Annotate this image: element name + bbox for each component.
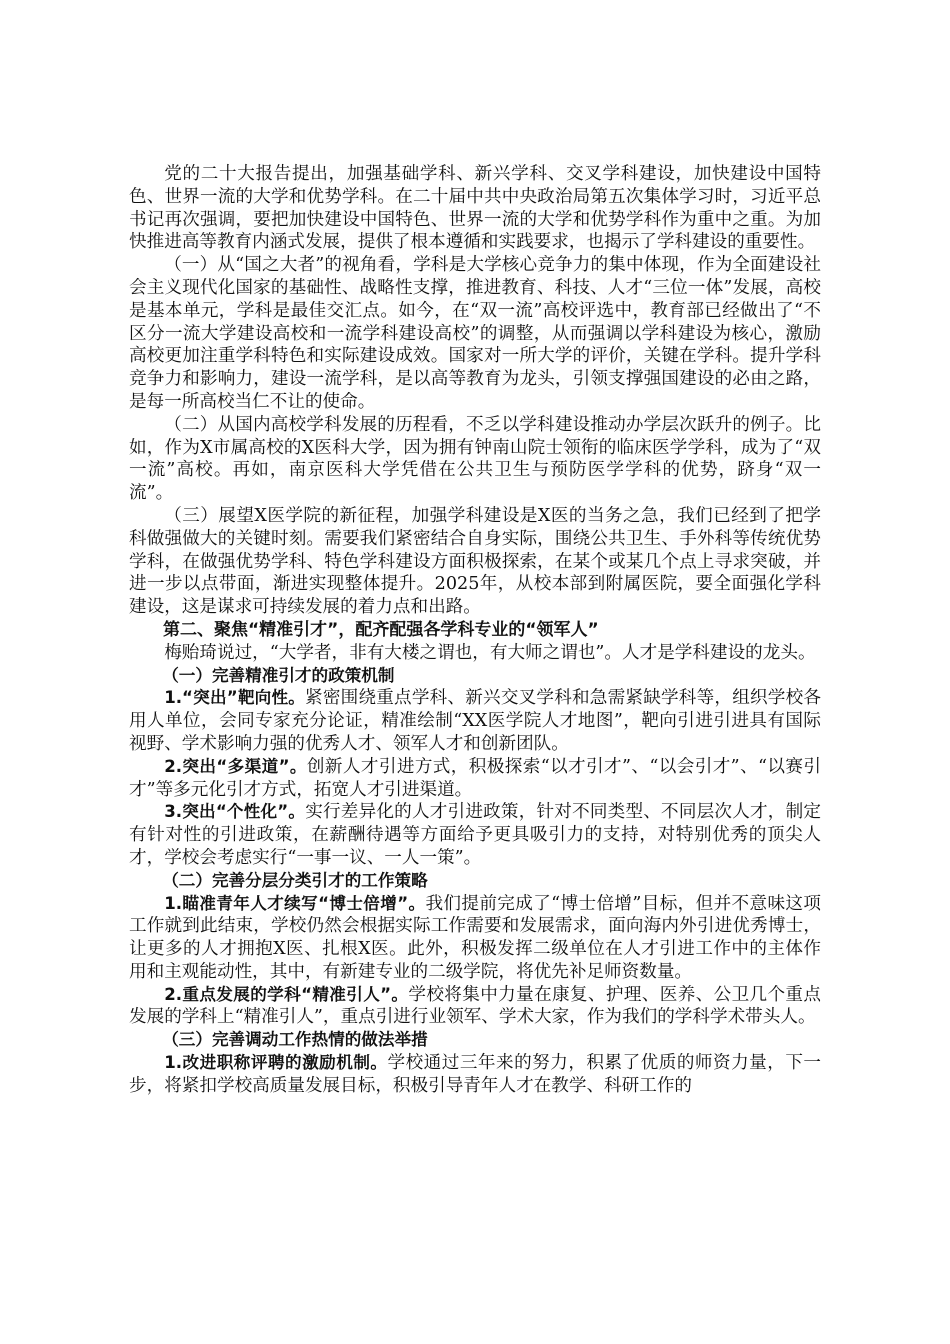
section-heading-2: 第二、聚焦“精准引才”，配齐配强各学科专业的“领军人” <box>163 619 599 640</box>
list-item-lead: 1.改进职称评聘的激励机制。 <box>164 1053 388 1073</box>
subheading-measures: （三）完善调动工作热情的做法举措 <box>162 1030 428 1050</box>
list-item-lead: 2.重点发展的学科“精准引人”。 <box>164 984 409 1004</box>
list-item-text: 学校通过三年来的努力，积累了优质的师资力量，下一步，将紧扣学校高质量发展目标，积极引导青年人才在教学、科研工作的 <box>129 1053 821 1096</box>
list-item-text: 紧密围绕重点学科、新兴交叉学科和急需紧缺学科等，组织学校各用人单位，会同专家充分论证，精准绘制“XX医学院人才地图”，靶向引进引进具有国际视野、学术影响力强的优秀人才、领军人才和创新团队。 <box>129 688 821 754</box>
list-item-text: 创新人才引进方式，积极探索“以才引才”、“以会引才”、“以赛引才”等多元化引才方式，拓宽人才引进渠道。 <box>129 756 821 800</box>
list-item-text: 学校将集中力量在康复、护理、医养、公卫几个重点发展的学科上“精准引人”，重点引进行业领军、学术大家，作为我们的学科学术带头人。 <box>129 984 821 1028</box>
list-item <box>129 687 821 755</box>
paragraph-intro: 党的二十大报告提出，加强基础学科、新兴学科、交叉学科建设，加快建设中国特色、世界一流的大学和优势学科。在二十届中共中央政治局第五次集体学习时，习近平总书记再次强调，要把加快建设中国特色、世界一流的大学和优势学科作为重中之重。为加快推进高等教育内涵式发展，提供了根本遵循和实践要求，也揭示了学科建设的重要性。 <box>129 164 821 253</box>
list-item <box>129 1052 821 1098</box>
list-item <box>129 801 821 869</box>
list-item-text: 我们提前完成了“博士倍增”目标，但并不意味这项工作就到此结束，学校仍然会根据实际工作需要和发展需求，面向海内外引进优秀博士，让更多的人才拥抱X医、扎根X医。此外，积极发挥二级单位在人才引进工作中的主体作用和主观能动性，其中，有新建专业的二级学院，将优先补足师资数量。 <box>129 893 821 982</box>
document-page <box>129 163 821 1098</box>
list-item-lead: 1.“突出”靶向性。 <box>164 688 306 708</box>
list-item <box>129 893 821 984</box>
paragraph-section-2: （二）从国内高校学科发展的历程看，不乏以学科建设推动办学层次跃升的例子。比如，作为X市属高校的X医科大学，因为拥有钟南山院士领衔的临床医学学科，成为了“双一流”高校。再如，南京医科大学凭借在公共卫生与预防医学学科的优势，跻身“双一流”。 <box>129 414 821 504</box>
list-item <box>129 756 821 802</box>
list-item-lead: 3.突出“个性化”。 <box>164 802 306 822</box>
paragraph-quote: 梅贻琦说过，“大学者，非有大楼之谓也，有大师之谓也”。人才是学科建设的龙头。 <box>164 642 816 663</box>
list-item-lead: 1.瞄准青年人才续写“博士倍增”。 <box>164 893 426 913</box>
list-item-lead: 2.突出“多渠道”。 <box>164 756 307 776</box>
subheading-strategy: （二）完善分层分类引才的工作策略 <box>162 870 428 890</box>
list-item-text: 实行差异化的人才引进政策，针对不同类型、不同层次人才，制定有针对性的引进政策，在薪酬待遇等方面给予更具吸引力的支持，对特别优秀的顶尖人才，学校会考虑实行“一事一议、一人一策”。 <box>129 802 821 868</box>
paragraph-section-3: （三）展望X医学院的新征程，加强学科建设是X医的当务之急，我们已经到了把学科做强做大的关键时刻。需要我们紧密结合自身实际，围绕公共卫生、手外科等传统优势学科，在做强优势学科、特色学科建设方面积极探索，在某个或某几个点上寻求突破，并进一步以点带面，渐进实现整体提升。2025年，从校本部到附属医院，要全面强化学科建设，这是谋求可持续发展的着力点和出路。 <box>129 505 821 618</box>
list-item <box>129 984 821 1030</box>
subheading-policy: （一）完善精准引才的政策机制 <box>162 665 395 685</box>
paragraph-section-1: （一）从“国之大者”的视角看，学科是大学核心竞争力的集中体现，作为全面建设社会主义现代化国家的基础性、战略性支撑，推进教育、科技、人才“三位一体”发展，高校是基本单元，学科是最佳交汇点。如今，在“双一流”高校评选中，教育部已经做出了“不区分一流大学建设高校和一流学科建设高校”的调整，从而强调以学科建设为核心，激励高校更加注重学科特色和实际建设成效。国家对一所大学的评价，关键在学科。提升学科竞争力和影响力，建设一流学科，是以高等教育为龙头，引领支撑强国建设的必由之路，是每一所高校当仁不让的使命。 <box>129 255 821 412</box>
